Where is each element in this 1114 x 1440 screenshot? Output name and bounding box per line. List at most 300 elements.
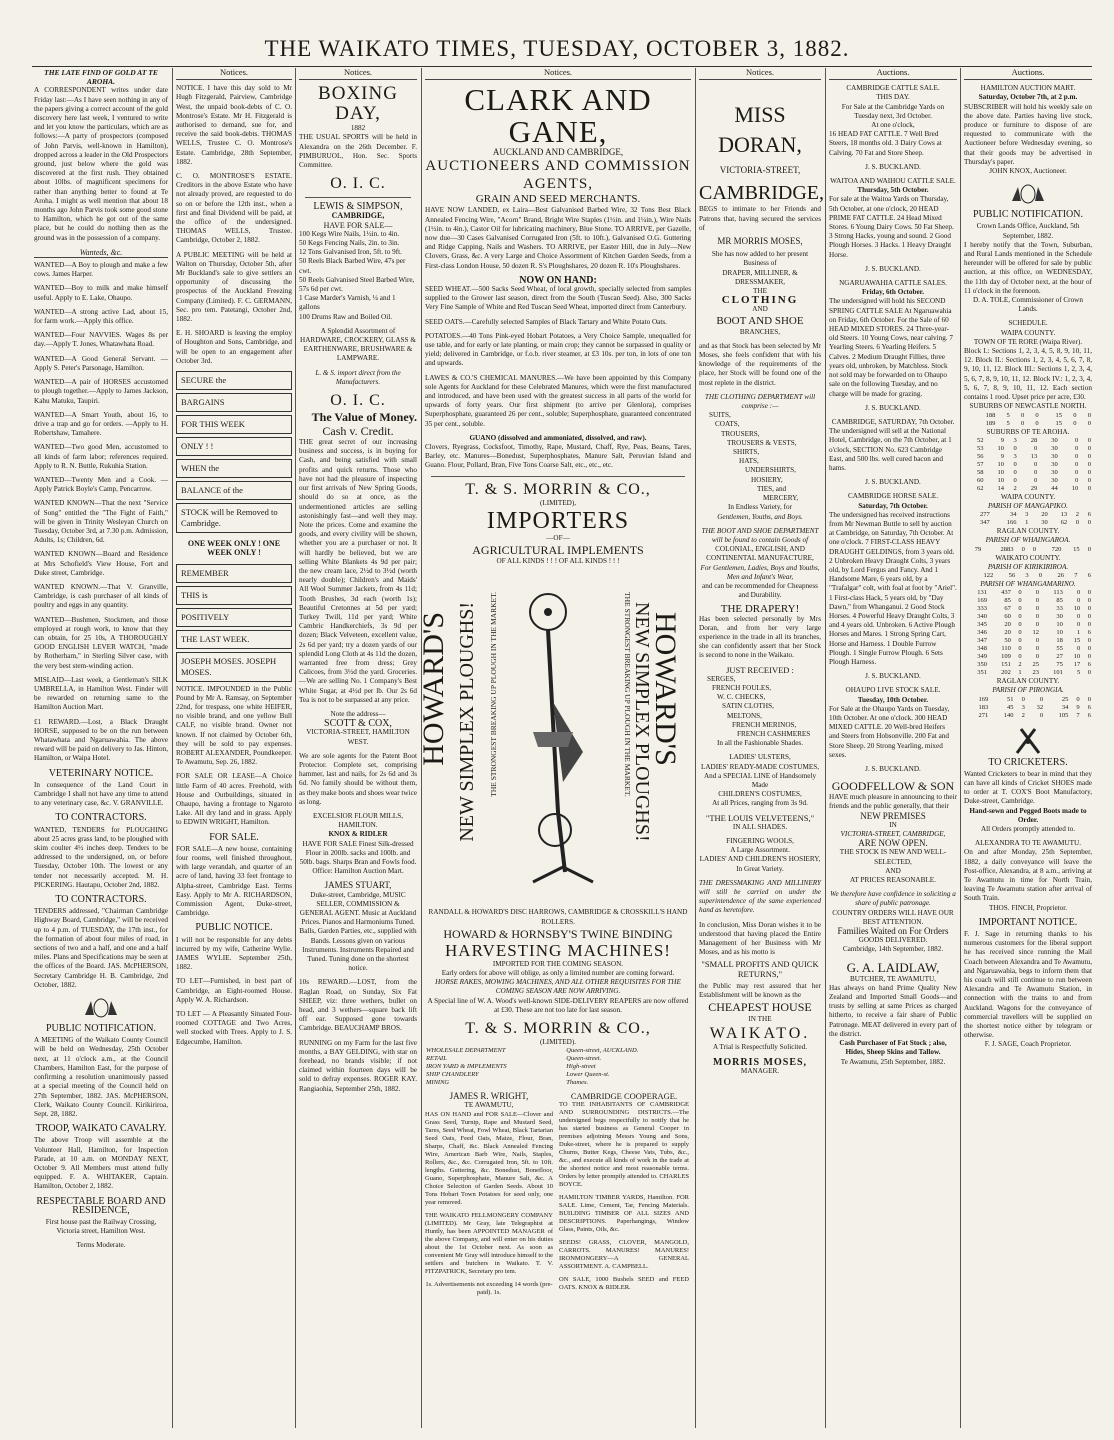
kirikiriroa-table [964,572,1092,580]
lot-cell: 271 [978,711,989,719]
lot-cell: 9 [1000,452,1005,460]
lot-cell: 10 [1071,484,1079,492]
public-notice-title: PUBLIC NOTICE. [195,922,273,934]
boxing-day-year: 1882 [350,124,366,133]
lot-cell: 30 [1051,452,1058,460]
wanted-ad: WANTED—Four NAVVIES. Wages 8s per day.—Apply T. Jones, Whatawhata Road. [34,331,168,349]
wanteds-header: Wanteds, &c. [34,248,168,258]
strongest-left: THE STRONGEST BREAKING UP PLOUGH IN THE MARKET. [489,592,498,798]
stock-new: THE STOCK IS NEW AND WELL-SELECTED, [839,848,947,866]
finch-signature: THOS. FINCH, Proprietor. [988,903,1068,912]
clark-gane-subtitle: AUCKLAND AND CAMBRIDGE, [492,147,624,158]
simplex-right: NEW SIMPLEX PLOUGHS! [631,602,654,842]
column-rule [295,68,296,1428]
lot-cell: 202 [1001,669,1011,677]
all-kinds: OF ALL KINDS ! ! ! OF ALL KINDS ! ! ! [496,557,620,566]
mart-date: Saturday, October 7th, at 2 p.m. [978,93,1078,102]
lot-row [964,661,1092,669]
lot-cell: 0 [1087,605,1091,613]
parish-whaingaroa: PARISH OF WHAINGAROA. [985,536,1071,545]
lot-cell: 166 [1006,519,1017,527]
lot-cell: 13 [1030,452,1038,460]
lot-cell: 1 [1018,669,1022,677]
lot-cell: 10 [1056,629,1063,637]
lot-cell: 0 [1087,613,1091,621]
lot-cell: 2 [1075,511,1079,519]
lot-cell: 45 [1007,703,1014,711]
crown-text: I hereby notify that the Town, Suburban, and Rural Lands mentioned in the Schedule hereunder will be offered for sale by public auction, at this office, on WEDNESDAY, the 11th day of October next, at the hour of 11 o'clock in the forenoon. [964,240,1092,295]
department-row [425,1079,691,1087]
running-gelding: RUNNING on my Farm for the last five months, a BAY GELDING, with star on forehead, no brands visible; if not claimed within fourteen days will be sold to defray expenses. ROGER KAY. Rangiaohia, September 25th, 1882. [299,1038,417,1093]
for-sale-title: FOR SALE. [209,831,259,843]
special-reapers: A Special line of W. A. Wood's well-known SIDE-DELIVERY REAPERS are now offered at £30. These are not too late for last season. [427,996,689,1014]
lot-cell: 6 [1087,511,1091,519]
contractors-title-2: TO CONTRACTORS. [55,894,147,906]
column-rule [960,68,961,1428]
wanted-list [34,261,168,671]
scott-text: We are sole agents for the Patent Boot Protector. Complete set, comprising hammer, last and nails, for 2s 6d and 3s 6d. No family should be without them, as they make boots and shoes wear twice as long. [299,751,417,806]
lot-cell: 0 [1075,476,1079,484]
lot-cell: 110 [1001,645,1011,653]
lot-cell: 10 [1056,621,1063,629]
lot-cell: 105 [1058,711,1069,719]
department-cell: Queen-street, AUCKLAND. [566,1047,639,1055]
lot-cell: 62 [977,484,984,492]
lot-row [964,412,1092,420]
lot-cell: 0 [1076,695,1080,703]
lot-cell: 20 [1004,629,1011,637]
lot-cell: 30 [1051,436,1058,444]
lot-cell: 60 [977,476,984,484]
lot-cell: 56 [977,452,984,460]
oic-logo-2: O. I. C. [330,392,386,410]
disc-harrows: RANDALL & HOWARD'S DISC HARROWS, CAMBRIDGE & CROSSKILL'S HAND ROLLERS. [428,908,688,926]
lot-cell: 169 [978,695,989,703]
scott-address: VICTORIA-STREET, HAMILTON WEST. [306,728,410,746]
received-item: FRENCH CASHMERES [737,729,811,738]
stuart-title: JAMES STUART, [324,880,392,891]
department-cell: Thames. [566,1079,589,1087]
lot-cell: 20 [1041,511,1048,519]
lot-row [964,546,1092,554]
clothing-dept: THE CLOTHING DEPARTMENT will comprise :— [704,392,816,411]
notice-box: THE LAST WEEK. [176,630,292,649]
vet-title: VETERINARY NOTICE. [48,767,154,779]
lot-cell: 0 [1035,645,1039,653]
twine-binding: HOWARD & HORNSBY'S TWINE BINDING [443,926,673,941]
lot-row [964,511,1092,519]
lot-cell: 30 [1051,444,1058,452]
goods-delivered: GOODS DELIVERED. [858,936,928,945]
lot-row [964,696,1092,704]
seed-oats: SEED OATS.—Carefully selected Samples of Black Tartary and White Potato Oats. [425,317,667,326]
lot-cell: 53 [977,444,984,452]
lot-cell: 183 [978,703,989,711]
lot-row [964,477,1092,485]
clothing-item: TROUSERS & VESTS, [727,438,797,447]
value-text: THE great secret of our increasing business and success, is in buying for Cash, and being satisfied with small profits and quick returns. Those who have not had the pleasure of inspecting our first arrivals of New Spring Goods, should do so at once, as the undermentioned articles are selling astonishingly fast—and well they may. Note the prices. Come and examine the goods, and every civility will be shown, whether you are a purchaser or not. It will hardly be believed, but we are selling White Blankets 4s 9d per pair; the new cream lace, 2½d to 3½d (worth nearly double); Children's and Maids' All Wool Summer Jackets, from 4s 11d; Tooth Brushes, 3d each (worth 1s); Beautiful Cretonnes at 5d per yard; Turkey Twill, 11d per yard; White Cambric Handkerchiefs, 3s 9d per dozen; Black Velveteen, excellent value, 2s 6d per yard; try a dozen yards of our splendid Long Cloth at 4s 11d the dozen, warranted free from dress; Grey Calicoes, from 3½d the yard. Groceries.—We are selling No. 1 Company's Best White Sugar, at 4½d per lb. Our 2s 6d Tea is not to be surpassed at any price. [299,438,417,704]
lot-cell: 3 [1013,452,1017,460]
newcastle: SUBURBS OF NEWCASTLE NORTH. [969,402,1087,411]
notice-box: WHEN the [176,459,292,478]
pirongia-table [964,696,1092,720]
col4-left-subcolumn [425,1092,553,1297]
lot-cell: 348 [977,645,987,653]
lot-cell: 0 [1087,597,1091,605]
harvesting-machines: HARVESTING MACHINES! [445,940,671,960]
lot-row [964,704,1092,712]
lot-cell: 33 [1056,605,1063,613]
potatoes: POTATOES.—40 Tons Pink-eyed Hobart Potatoes, a Very Choice Sample, unequalled for use table, and for early or late planting, or main crop; they cannot be surpassed in quality or yield; delivered in Cambridge, or f.o.b. river steamer, at £3 10s. per ton, in lots of one ton and upwards. [425,331,691,368]
wanted-ad: WANTED KNOWN.—That V. Granville, Cambridge, is cash purchaser of all kinds of poultry and eggs in any quantity. [34,582,168,610]
department-row [425,1063,691,1071]
lot-cell: 6 [1087,661,1091,669]
lot-row [964,469,1092,477]
lot-cell: 140 [1003,711,1014,719]
lewis-simpson: LEWIS & SIMPSON, [313,201,403,213]
morris-moses: MR MORRIS MOSES, [717,236,803,247]
families: Families Waited on For Orders [837,926,949,937]
received-item: FRENCH FOULES, [712,683,772,692]
aroha: SUBURBS OF TE AROHA. [986,427,1070,436]
country-orders: COUNTRY ORDERS WILL HAVE OUR BEST ATTENTION. [832,908,954,926]
lot-row [964,437,1092,445]
stock-text: and as that Stock has been selected by Mr Moses, she feels confident that with his knowledge of the requirements of the place, her Stock will be found one of the most replete in the district. [699,341,821,387]
trial: A Trial is Respectfully Solicited. [712,1043,808,1052]
early-orders: Early orders for above will oblige, as only a limited number are coming forward. [441,968,675,977]
lot-cell: 30 [1051,460,1058,468]
boxing-day-text: THE USUAL SPORTS will be held in Alexandra on the 26th December. F. PIMBURUOL, Hon. Sec. Sports Committee. [299,133,417,170]
lot-cell: 25 [1061,695,1069,703]
cricket-bats-icon [1011,725,1045,755]
handsewn: Hand-sewn and Pegged Boots made to Order. [969,806,1087,824]
masthead-title: THE WAIKATO TIMES, TUESDAY, OCTOBER 3, 1882. [264,36,850,61]
solicit: We therefore have confidence in soliciting a share of public patronage. [830,890,956,908]
notice-shoard: E. H. SHOARD is leaving the employ of Houghton and Sons, Cambridge, and will be open to an engagement after October 3rd. [176,329,292,365]
laidlaw-butcher: BUTCHER, TE AWAMUTU, [850,974,936,983]
lot-cell: 1 [1025,519,1029,527]
for-sale-farm: FOR SALE OR LEASE—A Choice little Farm of 40 acres. Freehold, with House and Outbuildings, situated in Ohaupo, having a frontage to Ngaroto Lake. All dry land and in grass. Apply to EDWIN WRIGHT, Hamilton. [176,772,292,827]
seed-wheat: SEED WHEAT.—500 Sacks Seed Wheat, of local growth, specially selected from samples supplied to the Grower last season, direct from the South (Tuscan Seed). Also, 300 Sacks Very Fine Sample of White and Red Tuscan Seed Wheat, imported direct from Canterbury. [425,285,691,312]
lot-cell: 0 [1076,589,1081,597]
lot-cell: 10 [997,468,1005,476]
louis: "THE LOUIS VELVETEENS," [705,812,815,823]
important-notice-title: IMPORTANT NOTICE. [978,916,1078,928]
department-cell: RETAIL [426,1055,447,1063]
value-title: The Value of Money. [311,410,417,425]
lot-cell: 0 [1035,419,1039,427]
te-rore: TOWN OF TE RORE (Waipa River). [973,337,1083,346]
wanted-ad: WANTED—Bushmen, Stockmen, and those employed at rough work, to know that they can obtain, for 25 10s, A THOROUGHLY GOOD ENGLISH LEVER WATCH, "made by Rotherham," in Sterling Silver case, with the very best stem-winding action. [34,615,168,670]
lot-cell: 345 [977,621,987,629]
children: CHILDREN'S COSTUMES, [718,790,802,799]
lot-cell: 0 [1087,484,1091,492]
parish-pirongia: PARISH OF PIRONGIA. [992,686,1064,695]
lot-cell: 333 [977,605,987,613]
received-item: FRENCH MERINOS, [732,720,797,729]
laidlaw-date: Te Awamutu, 25th September, 1882. [840,1057,946,1066]
lot-cell: 0 [1035,411,1039,419]
lot-cell: 0 [1020,411,1025,419]
lot-cell: 113 [1053,589,1063,597]
lot-cell: 7 [1074,571,1078,579]
cricketers-title: TO CRICKETERS. [988,756,1068,768]
lot-cell: 0 [1087,452,1091,460]
lot-cell: 29 [1030,484,1038,492]
excelsior: EXCELSIOR FLOUR MILLS, HAMILTON. [312,812,404,830]
ngaruawahia-title: NGARUAWAHIA CATTLE SALES. [839,279,947,288]
splendid-assortment: A Splendid Assortment of HARDWARE, CROCKERY, GLASS & EARTHENWARE, BRUSHWARE & LAMPWARE. [300,326,416,363]
received-items [699,675,821,739]
clothing-item: SUITS, [709,411,731,420]
lot-row [964,461,1092,469]
lot-cell: 79 [974,545,982,553]
lot-row [964,572,1092,580]
lot-cell: 0 [1021,545,1025,553]
branches: BRANCHES, [739,327,781,336]
lot-row [964,605,1092,613]
parish-kirikiriroa: PARISH OF KIRIKIRIROA. [987,562,1069,571]
wanted-ad: WANTED—Boy to milk and make himself useful. Apply to E. Lake, Ohaupo. [34,284,168,302]
newcastle-table [964,412,1092,428]
lot-cell: 0 [1087,589,1091,597]
conclusion: In conclusion, Miss Doran wishes it to be understood that having placed the Entire Management of her Business with Mr Moses, and as his motto is [699,920,821,957]
buckland-5: J. S. BUCKLAND. [865,672,921,681]
lewis-items [299,230,417,322]
lot-cell: 0 [1087,621,1091,629]
lot-cell: 347 [977,637,987,645]
crown-office: Crown Lands Office, Auckland, 5th September, 1882. [976,222,1080,240]
lot-cell: 56 [1008,571,1016,579]
scott-cox: SCOTT & COX, [324,718,392,730]
lot-cell: 350 [977,661,987,669]
mart-title: HAMILTON AUCTION MART. [980,84,1076,93]
to-let-2: TO LET — A Pleasantly Situated Four-roomed COTTAGE and Two Acres, well stocked with Trees. Apply to J. S. Edgecumbe, Hamilton. [176,1010,292,1046]
this-day-text: For Sale at the Cambridge Yards on Tuesday next, 3rd October. [841,102,945,120]
lot-cell: 32 [1036,703,1044,711]
lot-row [964,453,1092,461]
lot-cell: 30 [1051,476,1058,484]
lot-cell: 0 [1076,597,1081,605]
residence-title: RESPECTABLE BOARD AND RESIDENCE, [36,1195,166,1216]
lot-cell: 122 [983,571,994,579]
lot-cell: 0 [1087,653,1091,661]
great-variety: In Great Variety. [736,864,784,873]
public-notification-text: A MEETING of the Waikato County Council will be held on Wednesday, 25th October next, at 11 o'clock a.m., at the Council Chambers, Hamilton East, for the purpose of confirming a resolution unanimously passed at a special meeting of the Council held on 27th September, 1882. JAS. McPHERSON, Clerk, Waikato County Council. Kirikiriroa, Sept. 28, 1882. [34,1036,168,1118]
notice-box: REMEMBER [176,564,292,583]
schedule: SCHEDULE. [1008,319,1048,328]
ohaupo-date: Tuesday, 10th October. [857,695,929,704]
gold-story-title: THE LATE FIND OF GOLD AT TE AROHA. [44,68,158,87]
col4-header: Notices. [425,68,691,80]
importers-of: —OF— [546,533,570,542]
now-on-hand: NOW ON HAND: [519,274,597,286]
boxing-day-title: BOXING DAY, [318,83,398,125]
variety: In Endless Variety, for [727,503,793,512]
stuart-text: Duke-street, Cambridge, MUSIC SELLER, COMMISSION & GENERAL AGENT. Music at Auckland Prices. Pianos and Harmoniums Tuned. Balls, Garden Parties, etc., supplied with Bands. Lessons given on various Instruments. Instruments Repaired and Tuned. Tuning done on the shortest notice. [299,890,417,973]
boot-shoe: BOOT AND SHOE [716,314,804,327]
lewis-item: 50 Reels Black Barbed Wire, 47s per cwt. [299,257,406,275]
ngaruawahia-text: The undersigned will hold his SECOND SPRING CATTLE SALE At Ngaruawahia on Friday, 6th October. For the Sale of 60 HEAD MIXED STORES. 24 Three-year-old Steers. 10 Young Cows, near calving. 7 Yearling Steers. 6 Yearling Heifers. 5 Calves. 2 Medium Draught Fillies, three years old, unbroken, by Matchless. Stock not sold may be forwarded on to Ohaupo sale on the following Tuesday, and no charge will be made for grazing. [829,297,953,398]
plough-icon [503,582,613,892]
guano: GUANO (dissolved and ammoniated, dissolved, and raw). [469,433,647,442]
notice-box: FOR THIS WEEK [176,415,292,434]
mart-text: SUBSCRIBER will hold his weekly sale on the above date. Parties having live stock, produce or furniture to dispose of are requested to communicate with the Auctioneer before Wednesday evening, so that their goods may be advertised in Thursday's paper. [964,102,1092,166]
column-7 [964,68,1092,1428]
draper: DRAPER, MILLINER, & DRESSMAKER, [722,268,798,286]
lot-row [964,621,1092,629]
howard-right: HOWARD'S [649,612,683,767]
lot-cell: 0 [1018,629,1022,637]
lot-cell: 0 [1087,436,1091,444]
prices-reasonable: AT PRICES REASONABLE. [850,876,936,885]
buckland-3: J. S. BUCKLAND. [865,403,921,412]
lot-cell: 101 [1053,669,1063,677]
lewis-item: 50 Kegs Fencing Nails, 2in. to 3in. [299,239,400,248]
plough-illustration [417,572,691,902]
lot-row [964,597,1092,605]
notice-box: JOSEPH MOSES. JOSEPH MOSES. [176,652,292,682]
lot-cell: 0 [1018,597,1022,605]
lot-cell: 15 [1055,419,1063,427]
impounded-notice: NOTICE. IMPOUNDED in the Public Pound by Mr A. Ramsay, on September 22nd, for trespass, one white HEIFER, no visible brand, and one yellow Bull CALF, no visible brand. Owner not known. If not claimed by October 6th, they will be sold to pay expenses. ROBERT ALEXANDER, Poundkeeper. Te Awamutu, Sep. 26, 1882. [176,684,292,767]
department-row [425,1055,691,1063]
timber-yards: HAMILTON TIMBER YARDS, Hamilton. FOR SALE. Lime, Cement, Tar, Fencing Materials. BUILDING TIMBER OF ALL SIZES AND DESCRIPTIONS. Paperhangings, Window Glass, Paints, Oils, &c. [559,1194,689,1234]
column-rule [172,68,173,1428]
lot-cell: 3 [1025,571,1029,579]
waipa-county: WAIPA COUNTY. [1000,328,1056,337]
lot-row [964,445,1092,453]
alexandra-text: On and after Monday, 25th September, 1882, a daily conveyance will leave the Post-office, Alexandra, at 8 a.m., arriving at Te Awamutu in time for North Train, leaving Te Awamutu station after arrival of South Train. [964,848,1092,903]
hosiery: LADIES' AND CHILDREN'S HOSIERY, [699,855,821,864]
col5-header: Notices. [699,68,821,80]
whangamarino-table [964,589,1092,677]
lewis-item: 1 Case Marder's Varnish, ¼ and 1 gallons [299,294,396,312]
morrin-limited-2: (LIMITED). [539,1037,577,1046]
laidlaw-text: Has always on hand Prime Quality New Zealand and Imported Small Goods—and trusts by selling at same Prices as charged hitherto, to receive a fair share of Public Patronage. MEAT delivered in every part of the district. [829,983,957,1038]
parish-whangamarino: PARISH OF WHANGAMARINO. [980,579,1076,588]
clovers: Clovers, Ryegrass, Cocksfoot, Timothy, Rape, Mustard, Chaff, Rye, Peas, Beans, Tares, Barley, etc. Manures—Bonedust, Superphosphates, Manure Salt, Peruvian Island and Guano. Flour, Pollard, Bran, Five Tons Coarse Salt, etc., etc., etc. [425,443,691,470]
wanted-ad: WANTED—A pair of HORSES accustomed to plough together.—Apply to James Jackson, Kahu Matuku, Taupiri. [34,378,168,405]
residence-text: First house past the Railway Crossing, Victoria street, Hamilton West. [45,1217,157,1236]
clothing-item: TIES, and [757,484,787,493]
remember-boxes [176,564,292,682]
notice-box: THIS is [176,586,292,605]
mangapiko-table [964,511,1092,527]
horse-sale-text: The undersigned has received instructions from Mr Newman Buttle to sell by auction at Cambridge, on Saturday, 7th October. At one o'clock. 7 FIRST-CLASS HEAVY DRAUGHT GELDINGS, from 3 years old. 2 Unbroken Heavy Draught Colts, 3 years old, by Lord Fergus and Fancy. And 1 Handsome Mare, 6 years old, by a "Trafalgar" colt, with foal at foot by "Ariel". 1 First-class Hack, 5 years old, by "Day Dawn," from Whanganui. 2 Good Stock Horses. 4 Powerful Heavy Draught Colts, 3 and 4 years old. Unbroken. 6 Active Plough Horses and Mares. 1 Strong Spring Cart, Horse and Harness. 1 Double Furrow Plough. 1 Single Furrow Plough. 6 Sets Plough Harness. [829,510,957,666]
lot-cell: 13 [1060,511,1068,519]
lot-cell: 0 [1087,476,1091,484]
lot-cell: 109 [1001,653,1011,661]
lot-cell: 340 [977,613,987,621]
lewis-place: CAMBRIDGE, [331,211,385,221]
boot-dept: THE BOOT AND SHOE DEPARTMENT will be found to contain Goods of [701,526,819,544]
advertisements-rate: 1s. Advertisements not exceeding 14 words (pre-paid). 1s. [425,1280,553,1296]
lot-cell: 17 [1073,661,1081,669]
lot-cell: 0 [1018,605,1022,613]
lewis-item: 100 Kegs Wire Nails, 1½in. to 4in. [299,229,400,238]
morrin-title-2: T. & S. MORRIN & CO., [465,1019,651,1037]
lot-cell: 0 [1039,695,1044,703]
lot-cell: 0 [1033,460,1038,468]
lot-cell: 12 [1032,629,1039,637]
lot-cell: 6 [1087,571,1091,579]
lot-row [964,613,1092,621]
tole-signature: D. A. TOLE, Commissioner of Crown Lands. [973,296,1083,314]
and-label: AND [752,305,768,314]
knox-text: HAVE FOR SALE Finest Silk-dressed Flour in 200lb. sacks and 100lb. and 50lb. bags. Sharps Bran and Fowls food. Office: Hamilton Auction Mart. [299,839,417,876]
lot-cell: 0 [1076,621,1081,629]
department-cell: Queen-street. [566,1055,602,1063]
lot-cell: 0 [1035,653,1039,661]
lot-cell: 6 [1087,711,1091,719]
lot-cell: 85 [1056,597,1063,605]
buckland-1: J. S. BUCKLAND. [865,162,921,171]
col4-right-subcolumn [559,1092,689,1297]
lot-cell: 0 [1018,637,1022,645]
lot-cell: 2 [1021,711,1025,719]
column-rule [825,68,826,1428]
at-one: At one o'clock, [871,121,915,130]
lot-cell: 23 [1032,669,1039,677]
lot-cell: 0 [1013,460,1017,468]
victoria-street: VICTORIA-STREET, [719,165,801,176]
raglan-county-2: RAGLAN COUNTY. [996,677,1060,686]
clothing-item: HOSIERY, [751,475,783,484]
lot-cell: 67 [1004,605,1011,613]
lot-cell: 26 [1057,571,1064,579]
lot-cell: 1 [1076,629,1081,637]
lot-cell: 0 [1073,411,1077,419]
lot-cell: 15 [1055,411,1063,419]
lot-cell: 50 [1004,637,1011,645]
fellmongery: THE WAIKATO FELLMONGERY COMPANY (LIMITED). Mr Gray, late Telegraphist at Huntly, has been APPOINTED MANAGER of the above Company, and will enter on his duties about the 1st October next. As soon as convenient Mr Gray will introduce himself to the settlers and butchers in Waikato. T. V. FITZPATRICK, Secretary pro tem. [425,1211,553,1275]
public-text: the Public may rest assured that her Establishment will be known as the [699,981,821,1000]
morrin-title: T. & S. MORRIN & CO., [465,480,651,498]
column-6 [829,68,957,1428]
buckland-6: J. S. BUCKLAND. [865,765,921,774]
lot-cell: 0 [1073,419,1077,427]
notice-box: ONLY ! ! [176,437,292,456]
lot-cell: 0 [1087,419,1091,427]
lot-cell: 0 [1018,589,1022,597]
wright-title: JAMES R. WRIGHT, [449,1091,529,1102]
clark-gane-title: CLARK AND GANE, [464,82,652,150]
lot-cell: 0 [1075,519,1079,527]
wanted-ad: WANTED—A Boy to plough and make a few cows. James Harper. [34,261,168,279]
lot-cell: 0 [1013,476,1017,484]
fashionable: In all the Fashionable Shades. [716,739,804,748]
begs-text: BEGS to intimate to her Friends and Patrons that, having secured the services of [699,205,821,232]
lot-cell: 347 [979,519,990,527]
lot-cell: 0 [1035,621,1039,629]
lot-cell: 0 [1035,605,1039,613]
notice-box: BARGAINS [176,393,292,412]
drapery-text: Has been selected personally by Mrs Doran, and from her very large experience in the trade in all its branches, she can confidently assert that her Stock is second to none in the Waikato. [699,614,821,660]
lot-cell: 3 [1025,511,1029,519]
lot-cell: 18 [1056,637,1063,645]
lot-cell: 0 [1087,545,1091,553]
wanted-ad: WANTED—A Good General Servant. —Apply S. Peter's Parsonage, Hamilton. [34,354,168,372]
cricketers-text: Wanted Cricketers to bear in mind that they can have all kinds of Cricket SHOES made to order at T. COX'S Boot Manufactory, Duke-street, Cambridge. [964,769,1092,806]
aroha-table [964,437,1092,493]
lot-cell: 0 [1087,444,1091,452]
lot-cell: 0 [1013,468,1017,476]
public-notification-title: PUBLIC NOTIFICATION. [46,1023,156,1035]
cattle-list: 16 HEAD FAT CATTLE. 7 Well Bred Steers, 18 months old. 3 Dairy Cows at Calving. 70 Fat and Store Sheep. [829,130,942,157]
lot-cell: 0 [1075,468,1079,476]
oic-logo: O. I. C. [330,175,386,193]
